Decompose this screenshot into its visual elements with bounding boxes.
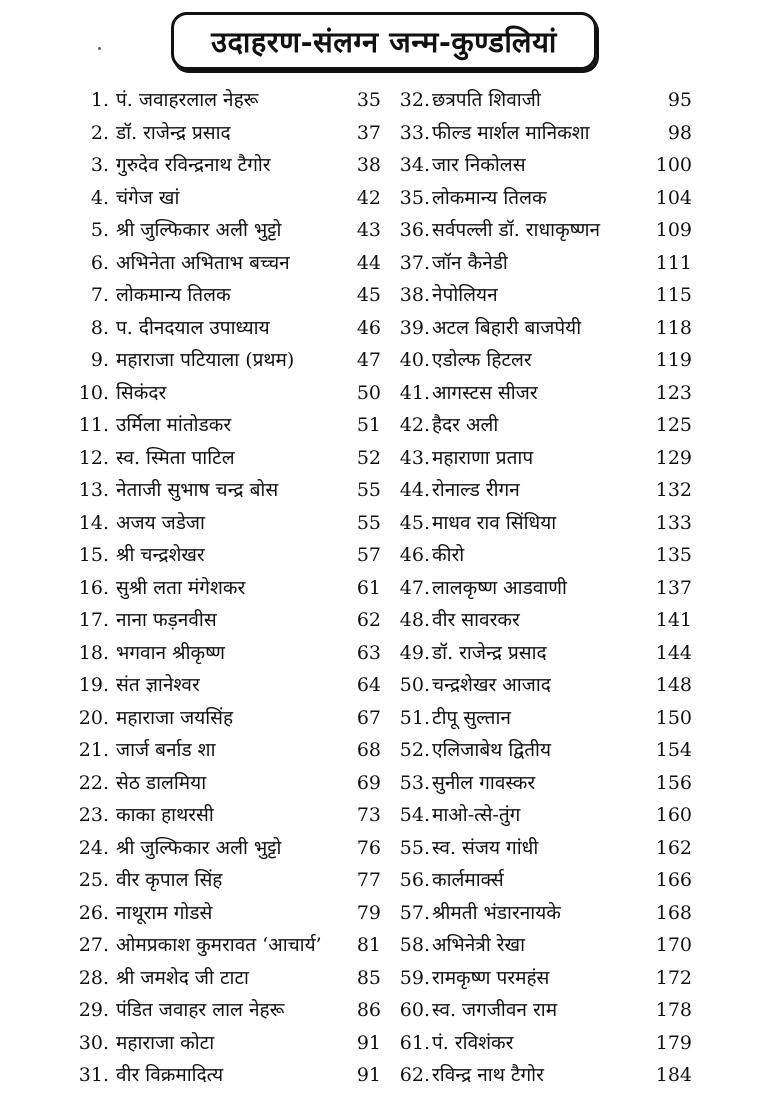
entry-number: 51. [399, 706, 430, 729]
entry-name: नाथूराम गोडसे [116, 901, 213, 924]
entry-number: 10. [78, 381, 109, 404]
entry-name: महाराजा कोटा [116, 1031, 215, 1054]
entry-name: प. दीनदयाल उपाध्याय [116, 316, 270, 339]
entry-name: चंगेज खां [116, 186, 180, 209]
entry-page: 119 [655, 349, 692, 371]
entry-name: स्व. संजय गांधी [432, 836, 539, 859]
toc-row [0, 117, 780, 150]
entry-number: 39. [399, 316, 430, 339]
entry-number: 42. [399, 414, 430, 436]
entry-page: 118 [655, 316, 692, 339]
entry-page: 85 [356, 966, 381, 989]
entry-name: रोनाल्ड रीगन [432, 479, 520, 501]
entry-page: 135 [655, 544, 692, 566]
entry-number: 26. [78, 901, 109, 924]
entry-page: 81 [356, 934, 381, 956]
entry-page: 144 [655, 641, 692, 664]
entry-page: 123 [655, 381, 692, 404]
entry-page: 77 [356, 869, 381, 891]
entry-page: 170 [655, 934, 692, 956]
entry-name: सर्वपल्ली डॉ. राधाकृष्णन [432, 219, 601, 241]
entry-name: उर्मिला मांतोडकर [116, 414, 232, 436]
entry-name: महाराजा जयसिंह [116, 706, 234, 729]
entry-page: 73 [356, 804, 381, 826]
entry-number: 47. [399, 576, 430, 599]
entry-number: 38. [399, 284, 430, 306]
toc-row [0, 1027, 780, 1060]
entry-number: 21. [78, 739, 109, 761]
entry-number: 17. [78, 609, 109, 631]
entry-number: 54. [399, 804, 430, 826]
entry-name: माधव राव सिंधिया [432, 511, 557, 534]
toc-row [0, 897, 780, 930]
toc-row [0, 962, 780, 995]
entry-page: 168 [655, 901, 692, 924]
entry-page: 137 [655, 576, 692, 599]
entry-page: 68 [356, 739, 381, 761]
stray-mark [98, 47, 101, 50]
entry-page: 125 [655, 414, 692, 436]
entry-number: 40. [399, 349, 430, 371]
entry-name: वीर सावरकर [432, 609, 520, 631]
entry-name: जॉन कैनेडी [432, 251, 508, 274]
entry-name: लालकृष्ण आडवाणी [432, 576, 567, 599]
entry-name: टीपू सुल्तान [432, 706, 511, 729]
entry-number: 52. [399, 739, 430, 761]
entry-page: 43 [356, 219, 381, 241]
entry-number: 50. [399, 674, 430, 696]
toc-row [0, 344, 780, 377]
toc-row [0, 799, 780, 832]
entry-page: 133 [655, 511, 692, 534]
toc-row [0, 539, 780, 572]
toc-row [0, 149, 780, 182]
entry-number: 15. [78, 544, 109, 566]
entry-name: सेठ डालमिया [116, 771, 207, 794]
entry-page: 76 [356, 836, 381, 859]
entry-page: 172 [655, 966, 692, 989]
entry-name: आगस्टस सीजर [432, 381, 538, 404]
entry-page: 64 [356, 674, 381, 696]
entry-name: पं. जवाहरलाल नेहरू [116, 89, 259, 111]
entry-page: 51 [356, 414, 381, 436]
entry-page: 166 [655, 869, 692, 891]
entry-number: 13. [78, 479, 109, 501]
toc-row [0, 864, 780, 897]
entry-page: 129 [655, 446, 692, 469]
toc-row [0, 507, 780, 540]
toc-row [0, 182, 780, 215]
entry-number: 27. [78, 934, 109, 956]
entry-page: 132 [655, 479, 692, 501]
entry-name: वीर कृपाल सिंह [116, 869, 223, 891]
entry-page: 179 [655, 1031, 692, 1054]
entry-name: पंडित जवाहर लाल नेहरू [116, 999, 285, 1021]
entry-name: पं. रविशंकर [432, 1031, 514, 1054]
entry-name: फील्ड मार्शल मानिकशा [432, 121, 590, 144]
toc-row [0, 409, 780, 442]
toc-row [0, 604, 780, 637]
toc-row [0, 702, 780, 735]
entry-name: अभिनेत्री रेखा [432, 934, 526, 956]
entry-number: 20. [78, 706, 109, 729]
entry-number: 12. [78, 446, 109, 469]
entry-number: 5. [90, 219, 109, 241]
entry-page: 154 [655, 739, 692, 761]
entry-page: 86 [356, 999, 381, 1021]
entry-number: 31. [78, 1064, 109, 1086]
entry-page: 55 [356, 479, 381, 501]
entry-number: 36. [399, 219, 430, 241]
toc-row [0, 377, 780, 410]
entry-name: सुनील गावस्कर [432, 771, 536, 794]
entry-page: 62 [356, 609, 381, 631]
toc-row [0, 767, 780, 800]
toc-row [0, 832, 780, 865]
entry-name: संत ज्ञानेश्वर [116, 674, 200, 696]
entry-page: 42 [356, 186, 381, 209]
entry-page: 160 [655, 804, 692, 826]
entry-page: 57 [356, 544, 381, 566]
entry-page: 98 [667, 121, 692, 144]
entry-number: 49. [399, 641, 430, 664]
entry-number: 43. [399, 446, 430, 469]
entry-name: माओ-त्से-तुंग [432, 804, 521, 826]
entry-number: 23. [78, 804, 109, 826]
toc-row [0, 994, 780, 1027]
entry-page: 111 [655, 251, 692, 274]
toc-row [0, 312, 780, 345]
entry-page: 35 [356, 89, 381, 111]
entry-number: 55. [399, 836, 430, 859]
entry-page: 184 [655, 1064, 692, 1086]
entry-number: 8. [90, 316, 109, 339]
entry-name: कार्लमार्क्स [432, 869, 504, 891]
entry-number: 22. [78, 771, 109, 794]
entry-page: 148 [655, 674, 692, 696]
entry-number: 37. [399, 251, 430, 274]
entry-number: 35. [399, 186, 430, 209]
toc-row [0, 442, 780, 475]
entry-name: जार निकोलस [432, 154, 526, 176]
entry-name: अभिनेता अभिताभ बच्चन [116, 251, 290, 274]
entry-page: 141 [655, 609, 692, 631]
entry-number: 41. [399, 381, 430, 404]
entry-name: काका हाथरसी [116, 804, 214, 826]
entry-page: 67 [356, 706, 381, 729]
entry-number: 58. [399, 934, 430, 956]
entry-name: जार्ज बर्नाड शा [116, 739, 216, 761]
entry-number: 3. [90, 154, 109, 176]
entry-number: 18. [78, 641, 109, 664]
toc-row [0, 214, 780, 247]
entry-number: 33. [399, 121, 430, 144]
entry-page: 52 [356, 446, 381, 469]
entry-name: श्री जमशेद जी टाटा [116, 966, 249, 989]
entry-number: 24. [78, 836, 109, 859]
entry-number: 29. [78, 999, 109, 1021]
entry-name: श्री जुल्फिकार अली भुट्टो [116, 836, 282, 859]
entry-name: नेताजी सुभाष चन्द्र बोस [116, 479, 279, 501]
page-title: उदाहरण-संलग्न जन्म-कुण्डलियां [171, 12, 597, 70]
entry-number: 44. [399, 479, 430, 501]
entry-page: 55 [356, 511, 381, 534]
entry-page: 104 [655, 186, 692, 209]
entry-number: 45. [399, 511, 430, 534]
entry-page: 91 [356, 1064, 381, 1086]
entry-name: सुश्री लता मंगेशकर [116, 576, 246, 599]
entry-name: महाराणा प्रताप [432, 446, 534, 469]
entry-page: 37 [356, 121, 381, 144]
entry-name: स्व. जगजीवन राम [432, 999, 558, 1021]
entry-name: श्रीमती भंडारनायके [432, 901, 561, 924]
entry-page: 69 [356, 771, 381, 794]
entry-number: 2. [90, 121, 109, 144]
toc-row [0, 572, 780, 605]
contents-list [0, 84, 780, 1092]
toc-row [0, 929, 780, 962]
entry-number: 32. [399, 89, 430, 111]
entry-name: वीर विक्रमादित्य [116, 1064, 224, 1086]
entry-page: 156 [655, 771, 692, 794]
entry-number: 59. [399, 966, 430, 989]
entry-number: 30. [78, 1031, 109, 1054]
entry-name: एडोल्फ हिटलर [432, 349, 532, 371]
entry-page: 46 [356, 316, 381, 339]
entry-name: सिकंदर [116, 381, 167, 404]
entry-page: 150 [655, 706, 692, 729]
entry-number: 19. [78, 674, 109, 696]
entry-number: 25. [78, 869, 109, 891]
entry-number: 9. [90, 349, 109, 371]
entry-name: लोकमान्य तिलक [432, 186, 547, 209]
entry-page: 109 [655, 219, 692, 241]
entry-name: स्व. स्मिता पाटिल [116, 446, 235, 469]
entry-page: 115 [655, 284, 692, 306]
entry-page: 79 [356, 901, 381, 924]
entry-name: गुरुदेव रविन्द्रनाथ टैगोर [116, 154, 271, 176]
entry-name: छत्रपति शिवाजी [432, 89, 541, 111]
entry-name: महाराजा पटियाला (प्रथम) [116, 349, 295, 371]
entry-name: अजय जडेजा [116, 511, 205, 534]
toc-row [0, 279, 780, 312]
entry-page: 178 [655, 999, 692, 1021]
entry-number: 48. [399, 609, 430, 631]
entry-name: श्री चन्द्रशेखर [116, 544, 205, 566]
entry-name: रविन्द्र नाथ टैगोर [432, 1064, 544, 1086]
entry-name: एलिजाबेथ द्वितीय [432, 739, 551, 761]
entry-page: 45 [356, 284, 381, 306]
entry-number: 34. [399, 154, 430, 176]
entry-name: चन्द्रशेखर आजाद [432, 674, 551, 696]
entry-number: 16. [78, 576, 109, 599]
entry-page: 63 [356, 641, 381, 664]
entry-name: डॉ. राजेन्द्र प्रसाद [432, 641, 547, 664]
entry-page: 162 [655, 836, 692, 859]
entry-name: नाना फड़नवीस [116, 609, 217, 631]
toc-row [0, 84, 780, 117]
entry-name: भगवान श्रीकृष्ण [116, 641, 225, 664]
toc-row [0, 1059, 780, 1092]
toc-row [0, 637, 780, 670]
toc-row [0, 734, 780, 767]
entry-number: 56. [399, 869, 430, 891]
entry-number: 14. [78, 511, 109, 534]
entry-name: अटल बिहारी बाजपेयी [432, 316, 582, 339]
entry-page: 47 [356, 349, 381, 371]
entry-name: डॉ. राजेन्द्र प्रसाद [116, 121, 231, 144]
entry-name: श्री जुल्फिकार अली भुट्टो [116, 219, 282, 241]
entry-name: रामकृष्ण परमहंस [432, 966, 550, 989]
entry-name: नेपोलियन [432, 284, 498, 306]
entry-page: 38 [356, 154, 381, 176]
entry-page: 95 [667, 89, 692, 111]
entry-number: 53. [399, 771, 430, 794]
entry-number: 62. [399, 1064, 430, 1086]
entry-name: हैदर अली [432, 414, 499, 436]
toc-row [0, 669, 780, 702]
entry-number: 46. [399, 544, 430, 566]
entry-name: लोकमान्य तिलक [116, 284, 231, 306]
toc-row [0, 247, 780, 280]
entry-number: 28. [78, 966, 109, 989]
entry-number: 11. [78, 414, 109, 436]
entry-number: 57. [399, 901, 430, 924]
entry-number: 7. [90, 284, 109, 306]
entry-number: 1. [90, 89, 109, 111]
entry-name: कीरो [432, 544, 465, 566]
entry-page: 61 [356, 576, 381, 599]
entry-page: 50 [356, 381, 381, 404]
entry-page: 100 [655, 154, 692, 176]
entry-number: 6. [90, 251, 109, 274]
entry-number: 60. [399, 999, 430, 1021]
entry-name: ओमप्रकाश कुमरावत ‘आचार्य’ [116, 934, 322, 956]
entry-number: 4. [90, 186, 109, 209]
entry-page: 44 [356, 251, 381, 274]
toc-row [0, 474, 780, 507]
entry-page: 91 [356, 1031, 381, 1054]
entry-number: 61. [399, 1031, 430, 1054]
